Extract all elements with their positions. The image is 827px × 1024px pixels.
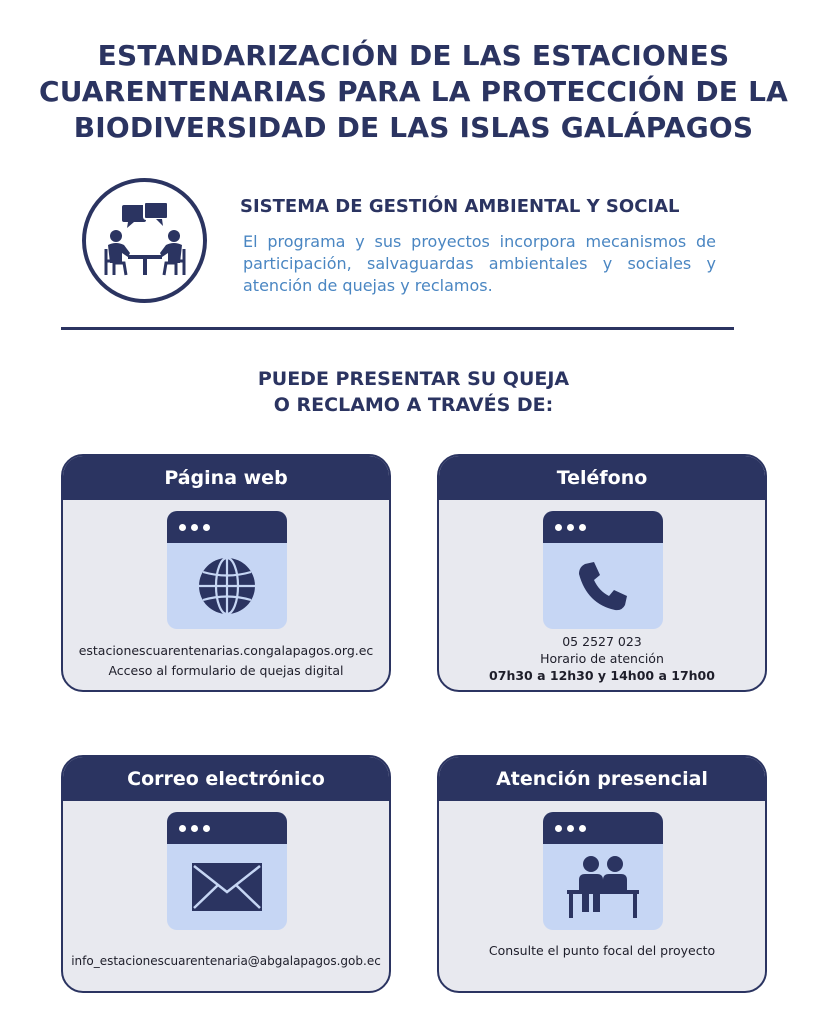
envelope-icon (191, 862, 263, 912)
email-card-title: Correo electrónico (63, 757, 389, 801)
page-title (0, 38, 827, 146)
window-bar (543, 511, 663, 543)
sgas-heading: SISTEMA DE GESTIÓN AMBIENTAL Y SOCIAL (240, 196, 680, 217)
section-divider (61, 327, 734, 330)
web-url[interactable]: estacionescuarentenarias.congalapagos.org.ec (78, 643, 374, 658)
window-bar (543, 812, 663, 844)
channels-heading-line-2: O RECLAMO A TRAVÉS DE: (273, 394, 554, 416)
attendant-desk-icon (565, 854, 641, 920)
in-person-window-illustration (543, 812, 663, 930)
web-card-title: Página web (63, 456, 389, 500)
phone-card-title: Teléfono (439, 456, 765, 500)
title-line-3: BIODIVERSIDAD DE LAS ISLAS GALÁPAGOS (73, 111, 754, 144)
in-person-card-title: Atención presencial (439, 757, 765, 801)
in-person-description: Consulte el punto focal del proyecto (488, 943, 716, 958)
web-channel-card (61, 454, 391, 692)
window-bar (167, 812, 287, 844)
phone-hours-label: Horario de atención (540, 651, 664, 666)
phone-window-illustration (543, 511, 663, 629)
globe-icon (196, 555, 258, 617)
phone-hours: 07h30 a 12h30 y 14h00 a 17h00 (489, 668, 715, 683)
title-line-2: CUARENTENARIAS PARA LA PROTECCIÓN DE LA (38, 75, 788, 108)
web-description: Acceso al formulario de quejas digital (108, 663, 344, 678)
channels-heading (0, 366, 827, 418)
channels-heading-line-1: PUEDE PRESENTAR SU QUEJA (257, 368, 570, 390)
sgas-description: El programa y sus proyectos incorpora mecanismos de participación, salvaguardas ambientales y sociales y atención de quejas y reclamos. (243, 232, 716, 295)
phone-icon (575, 558, 631, 614)
in-person-channel-card (437, 755, 767, 993)
people-meeting-icon (82, 178, 207, 303)
phone-channel-card (437, 454, 767, 692)
email-window-illustration (167, 812, 287, 930)
email-address[interactable]: info_estacionescuarentenaria@abgalapagos.gob.ec (71, 954, 381, 968)
email-channel-card (61, 755, 391, 993)
title-line-1: ESTANDARIZACIÓN DE LAS ESTACIONES (97, 39, 730, 72)
web-window-illustration (167, 511, 287, 629)
window-bar (167, 511, 287, 543)
phone-number[interactable]: 05 2527 023 (562, 634, 642, 649)
